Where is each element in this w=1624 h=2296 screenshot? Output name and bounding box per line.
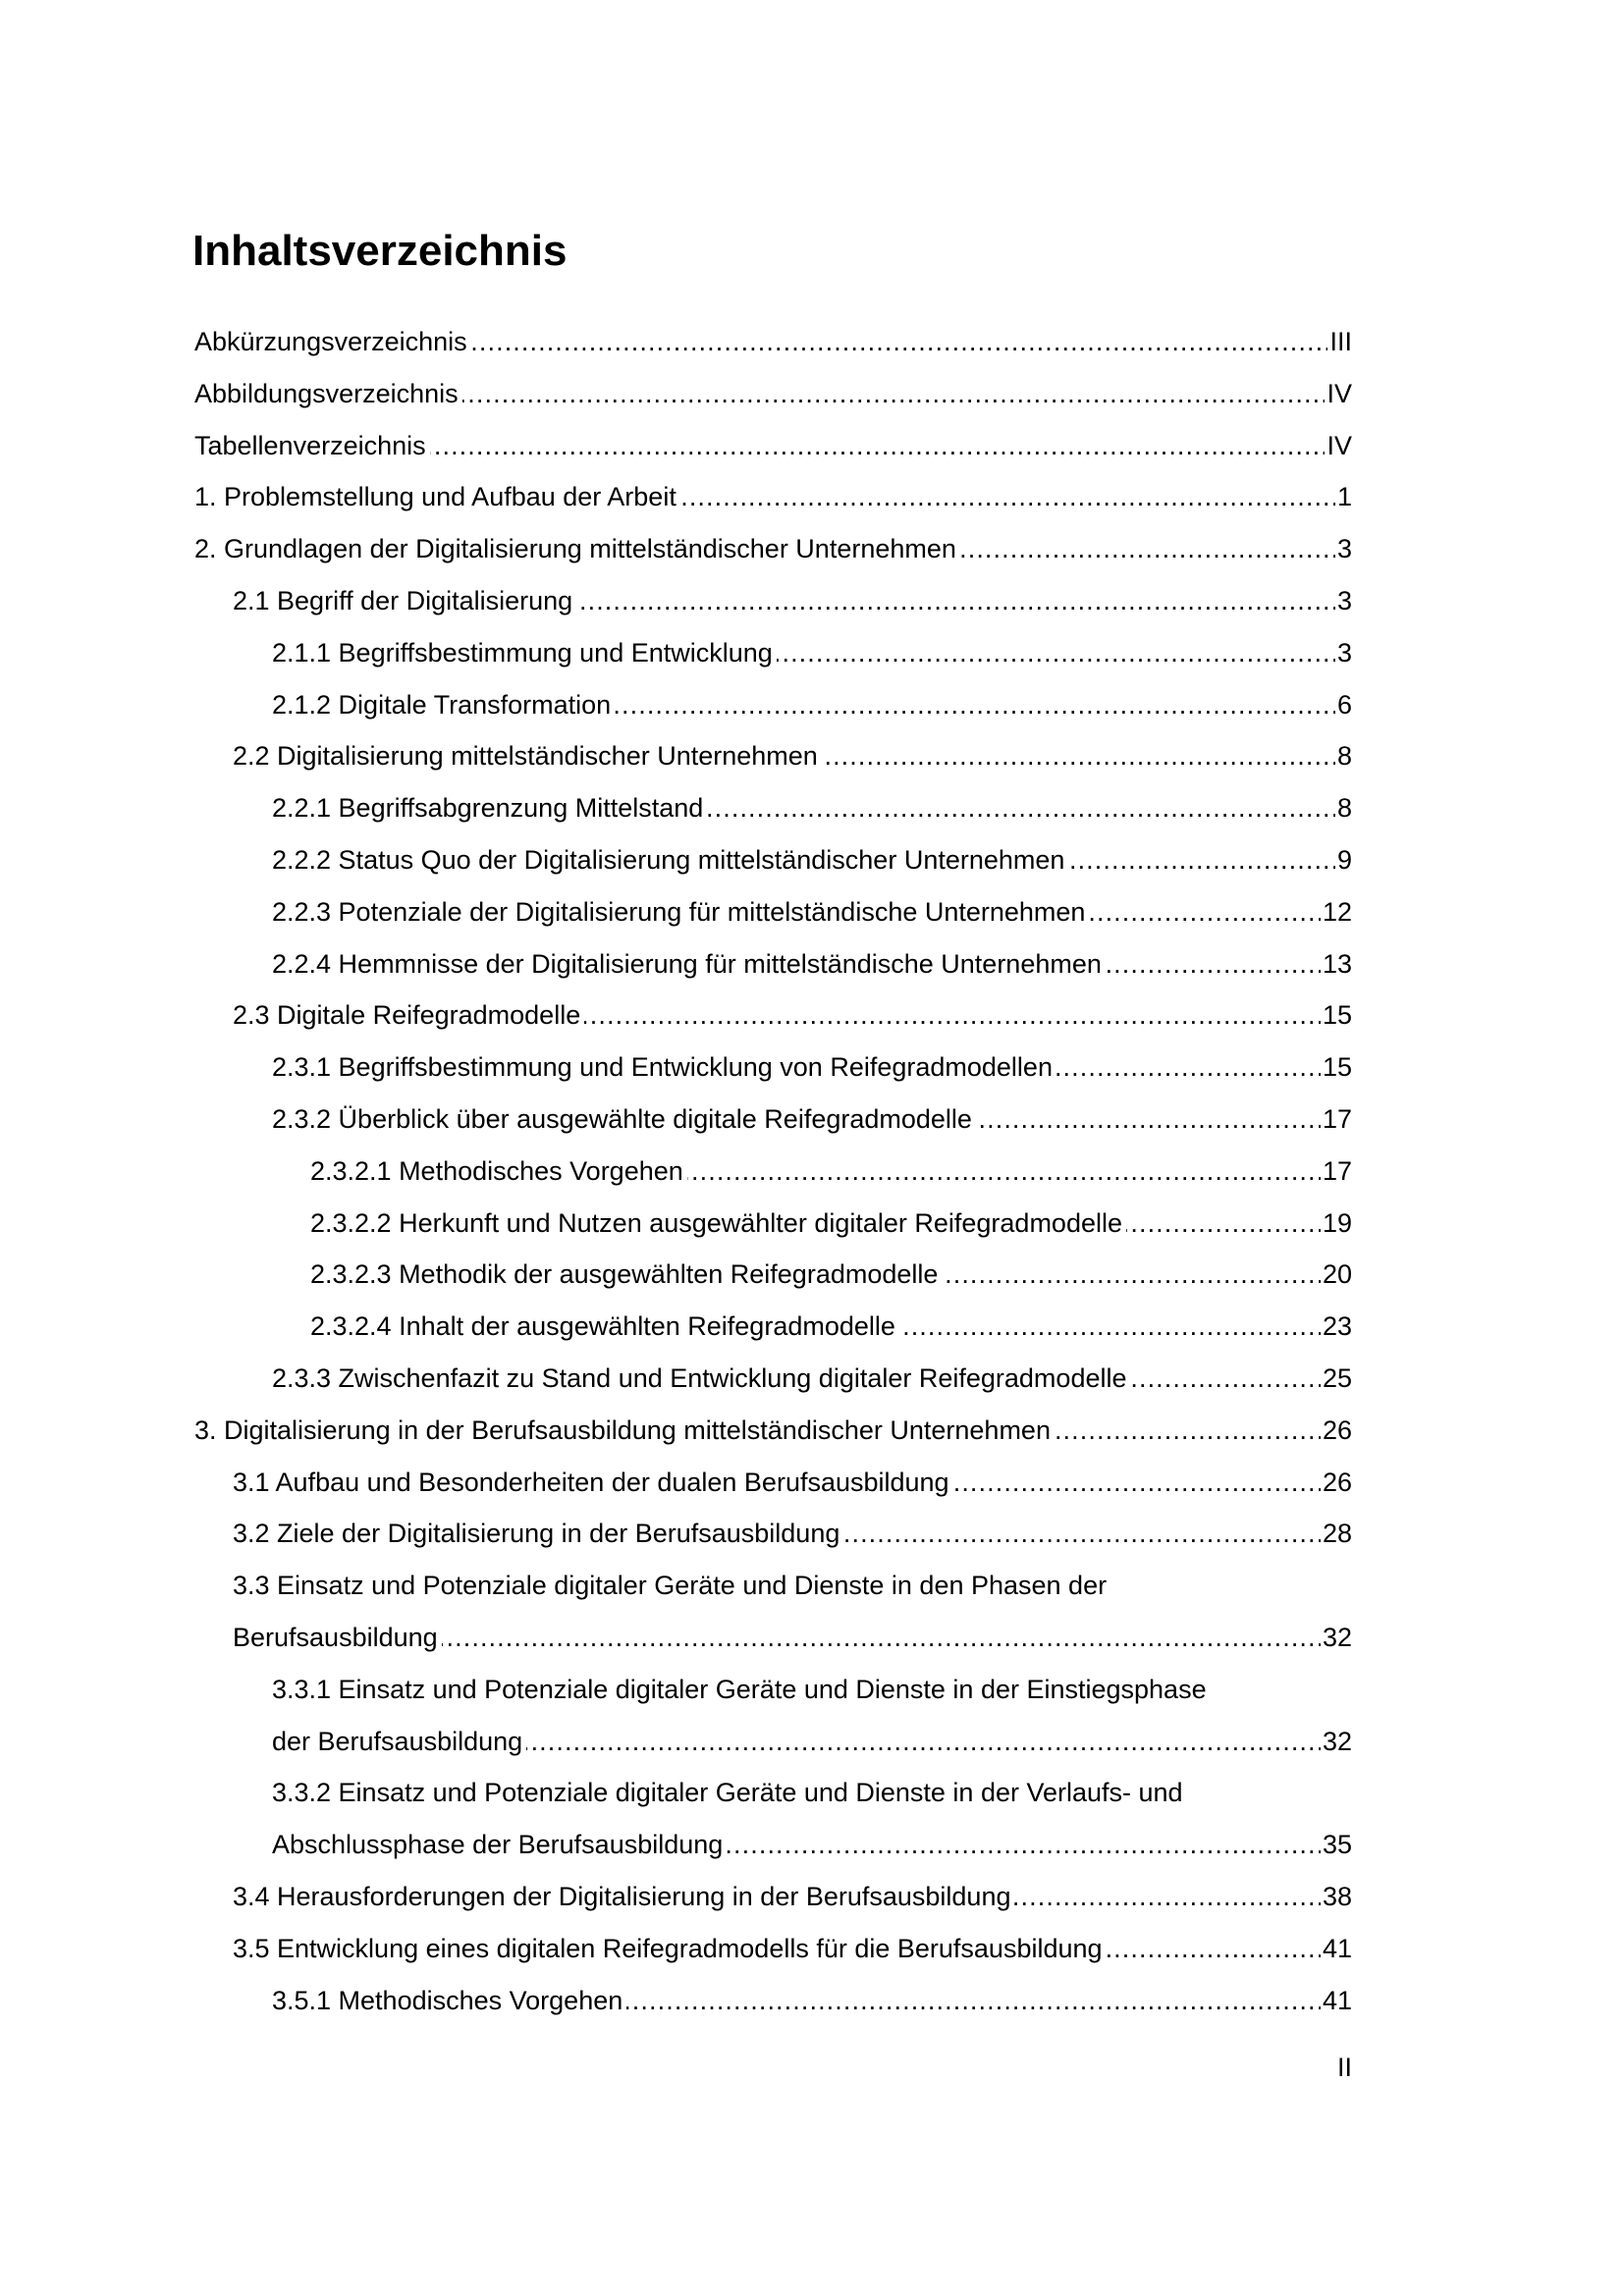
toc-entry-title: 3.3.1 Einsatz und Potenziale digitaler Geräte und Dienste in der Einstiegsphase: [272, 1664, 1211, 1716]
dot-leader: [899, 1301, 1321, 1353]
dot-leader: [1126, 1198, 1321, 1250]
toc-entry[interactable]: [194, 1612, 1352, 1664]
toc-entry-title: Berufsausbildung: [233, 1612, 442, 1664]
toc-entry-page: 28: [1322, 1519, 1352, 1549]
toc-entry-page: IV: [1326, 430, 1352, 460]
toc-entry-page: 41: [1322, 1933, 1352, 1963]
dot-leader: [1107, 1923, 1321, 1975]
toc-entry-page: 32: [1322, 1622, 1352, 1652]
toc-entry[interactable]: [194, 1353, 1352, 1405]
dot-leader: [976, 1094, 1321, 1146]
toc-entry-title: 2.2.2 Status Quo der Digitalisierung mittelständischer Unternehmen: [272, 834, 1068, 886]
toc-entry[interactable]: [194, 575, 1352, 627]
toc-entry[interactable]: [194, 627, 1352, 679]
toc-entry-page: 3: [1336, 585, 1352, 615]
toc-entry-title: 2.3.2 Überblick über ausgewählte digitale Reifegradmodelle: [272, 1094, 976, 1146]
toc-entry-page: 3: [1336, 534, 1352, 564]
toc-entry[interactable]: [194, 471, 1352, 523]
dot-leader: [687, 1146, 1321, 1198]
toc-entry-title: Abschlussphase der Berufsausbildung: [272, 1819, 727, 1871]
page-title: Inhaltsverzeichnis: [192, 227, 568, 275]
toc-entry[interactable]: [194, 1301, 1352, 1353]
toc-entry-title: 2.3.2.1 Methodisches Vorgehen: [310, 1146, 687, 1198]
toc-entry-page: III: [1329, 327, 1352, 356]
dot-leader: [1014, 1871, 1320, 1923]
toc-entry-title: 3.5 Entwicklung eines digitalen Reifegradmodells für die Berufsausbildung: [233, 1923, 1107, 1975]
toc-entry-page: 35: [1322, 1830, 1352, 1860]
toc-entry[interactable]: [194, 1457, 1352, 1509]
dot-leader: [1089, 886, 1321, 938]
dot-leader: [843, 1508, 1321, 1560]
toc-entry-page: 8: [1336, 793, 1352, 824]
toc-entry-title: Abbildungsverzeichnis: [194, 368, 462, 420]
table-of-contents: [194, 316, 1352, 2026]
toc-entry-page: 6: [1336, 689, 1352, 720]
toc-entry-page: 41: [1322, 1985, 1352, 2015]
dot-leader: [822, 730, 1335, 782]
toc-entry[interactable]: [194, 1508, 1352, 1560]
toc-entry-title: 2.3 Digitale Reifegradmodelle: [233, 989, 584, 1041]
toc-entry-title: 3.2 Ziele der Digitalisierung in der Berufsausbildung: [233, 1508, 843, 1560]
toc-entry[interactable]: [194, 1664, 1352, 1716]
dot-leader: [777, 627, 1335, 679]
toc-entry-page: 3: [1336, 637, 1352, 667]
dot-leader: [727, 1819, 1321, 1871]
toc-entry-page: 15: [1322, 1000, 1352, 1031]
toc-entry[interactable]: [194, 1198, 1352, 1250]
dot-leader: [680, 471, 1335, 523]
toc-entry[interactable]: [194, 316, 1352, 368]
dot-leader: [953, 1457, 1321, 1509]
toc-entry-title: 2.2.1 Begriffsabgrenzung Mittelstand: [272, 782, 707, 834]
toc-entry-title: 2.2.3 Potenziale der Digitalisierung für mittelständische Unternehmen: [272, 886, 1089, 938]
toc-entry[interactable]: [194, 1146, 1352, 1198]
toc-entry-title: 2.2.4 Hemmnisse der Digitalisierung für mittelständische Unternehmen: [272, 938, 1106, 990]
toc-entry-page: 26: [1322, 1467, 1352, 1497]
toc-entry[interactable]: [194, 1975, 1352, 2027]
toc-entry[interactable]: [194, 1560, 1352, 1612]
toc-entry-page: 23: [1322, 1311, 1352, 1342]
toc-entry[interactable]: [194, 1767, 1352, 1819]
dot-leader: [626, 1975, 1321, 2027]
page-number: II: [1336, 2053, 1352, 2082]
dot-leader: [576, 575, 1335, 627]
toc-entry-page: 20: [1322, 1259, 1352, 1290]
toc-entry-title: 2. Grundlagen der Digitalisierung mittelständischer Unternehmen: [194, 523, 960, 575]
toc-entry-title: 3.5.1 Methodisches Vorgehen: [272, 1975, 626, 2027]
toc-entry-page: IV: [1326, 378, 1352, 408]
toc-entry[interactable]: [194, 1041, 1352, 1094]
toc-entry-title: 3.3 Einsatz und Potenziale digitaler Geräte und Dienste in den Phasen der: [233, 1560, 1110, 1612]
dot-leader: [1056, 1041, 1321, 1094]
toc-entry-title: 2.1 Begriff der Digitalisierung: [233, 575, 576, 627]
dot-leader: [442, 1612, 1321, 1664]
toc-entry-title: 3.4 Herausforderungen der Digitalisierung in der Berufsausbildung: [233, 1871, 1014, 1923]
toc-entry-title: 2.1.2 Digitale Transformation: [272, 679, 615, 731]
dot-leader: [526, 1716, 1321, 1768]
toc-entry-page: 15: [1322, 1052, 1352, 1083]
toc-entry-page: 17: [1322, 1103, 1352, 1134]
toc-entry-page: 13: [1322, 948, 1352, 979]
dot-leader: [1068, 834, 1335, 886]
dot-leader: [1055, 1405, 1321, 1457]
toc-entry[interactable]: [194, 1923, 1352, 1975]
toc-entry-title: 2.3.2.2 Herkunft und Nutzen ausgewählter digitaler Reifegradmodelle: [310, 1198, 1126, 1250]
toc-entry-page: 25: [1322, 1362, 1352, 1393]
toc-entry-title: 3. Digitalisierung in der Berufsausbildung mittelständischer Unternehmen: [194, 1405, 1055, 1457]
toc-entry-title: 3.1 Aufbau und Besonderheiten der dualen Berufsausbildung: [233, 1457, 953, 1509]
toc-entry-title: 1. Problemstellung und Aufbau der Arbeit: [194, 471, 680, 523]
toc-entry[interactable]: [194, 679, 1352, 731]
toc-entry-title: 3.3.2 Einsatz und Potenziale digitaler Geräte und Dienste in der Verlaufs- und: [272, 1767, 1187, 1819]
toc-entry[interactable]: [194, 1249, 1352, 1301]
dot-leader: [615, 679, 1335, 731]
toc-entry-title: der Berufsausbildung: [272, 1716, 526, 1768]
toc-entry-title: 2.3.2.4 Inhalt der ausgewählten Reifegradmodelle: [310, 1301, 899, 1353]
toc-entry[interactable]: [194, 1819, 1352, 1871]
dot-leader: [960, 523, 1335, 575]
toc-entry-title: 2.1.1 Begriffsbestimmung und Entwicklung: [272, 627, 777, 679]
toc-entry[interactable]: [194, 834, 1352, 886]
toc-entry[interactable]: [194, 1405, 1352, 1457]
toc-entry-page: 12: [1322, 896, 1352, 927]
toc-entry[interactable]: [194, 420, 1352, 472]
toc-entry-page: 8: [1336, 741, 1352, 772]
toc-entry[interactable]: [194, 1716, 1352, 1768]
toc-entry[interactable]: [194, 938, 1352, 990]
toc-entry[interactable]: [194, 989, 1352, 1041]
toc-entry-title: 2.3.2.3 Methodik der ausgewählten Reifegradmodelle: [310, 1249, 942, 1301]
dot-leader: [942, 1249, 1321, 1301]
dot-leader: [430, 420, 1326, 472]
toc-entry-title: 2.2 Digitalisierung mittelständischer Unternehmen: [233, 730, 822, 782]
toc-entry-page: 17: [1322, 1155, 1352, 1186]
dot-leader: [1131, 1353, 1321, 1405]
toc-entry[interactable]: [194, 886, 1352, 938]
toc-entry-title: 2.3.1 Begriffsbestimmung und Entwicklung von Reifegradmodellen: [272, 1041, 1056, 1094]
toc-entry-page: 9: [1336, 844, 1352, 875]
dot-leader: [1106, 938, 1321, 990]
toc-entry[interactable]: [194, 523, 1352, 575]
dot-leader: [707, 782, 1335, 834]
toc-entry-page: 19: [1322, 1207, 1352, 1238]
toc-entry[interactable]: [194, 782, 1352, 834]
dot-leader: [584, 989, 1321, 1041]
toc-entry[interactable]: [194, 730, 1352, 782]
toc-entry-title: Tabellenverzeichnis: [194, 420, 430, 472]
toc-entry[interactable]: [194, 1871, 1352, 1923]
toc-entry[interactable]: [194, 368, 1352, 420]
toc-entry[interactable]: [194, 1094, 1352, 1146]
toc-entry-page: 26: [1322, 1415, 1352, 1445]
dot-leader: [462, 368, 1326, 420]
toc-entry-page: 1: [1336, 482, 1352, 512]
dot-leader: [471, 316, 1328, 368]
toc-entry-title: 2.3.3 Zwischenfazit zu Stand und Entwicklung digitaler Reifegradmodelle: [272, 1353, 1131, 1405]
toc-entry-title: Abkürzungsverzeichnis: [194, 316, 471, 368]
toc-entry-page: 32: [1322, 1726, 1352, 1756]
toc-entry-page: 38: [1322, 1881, 1352, 1911]
